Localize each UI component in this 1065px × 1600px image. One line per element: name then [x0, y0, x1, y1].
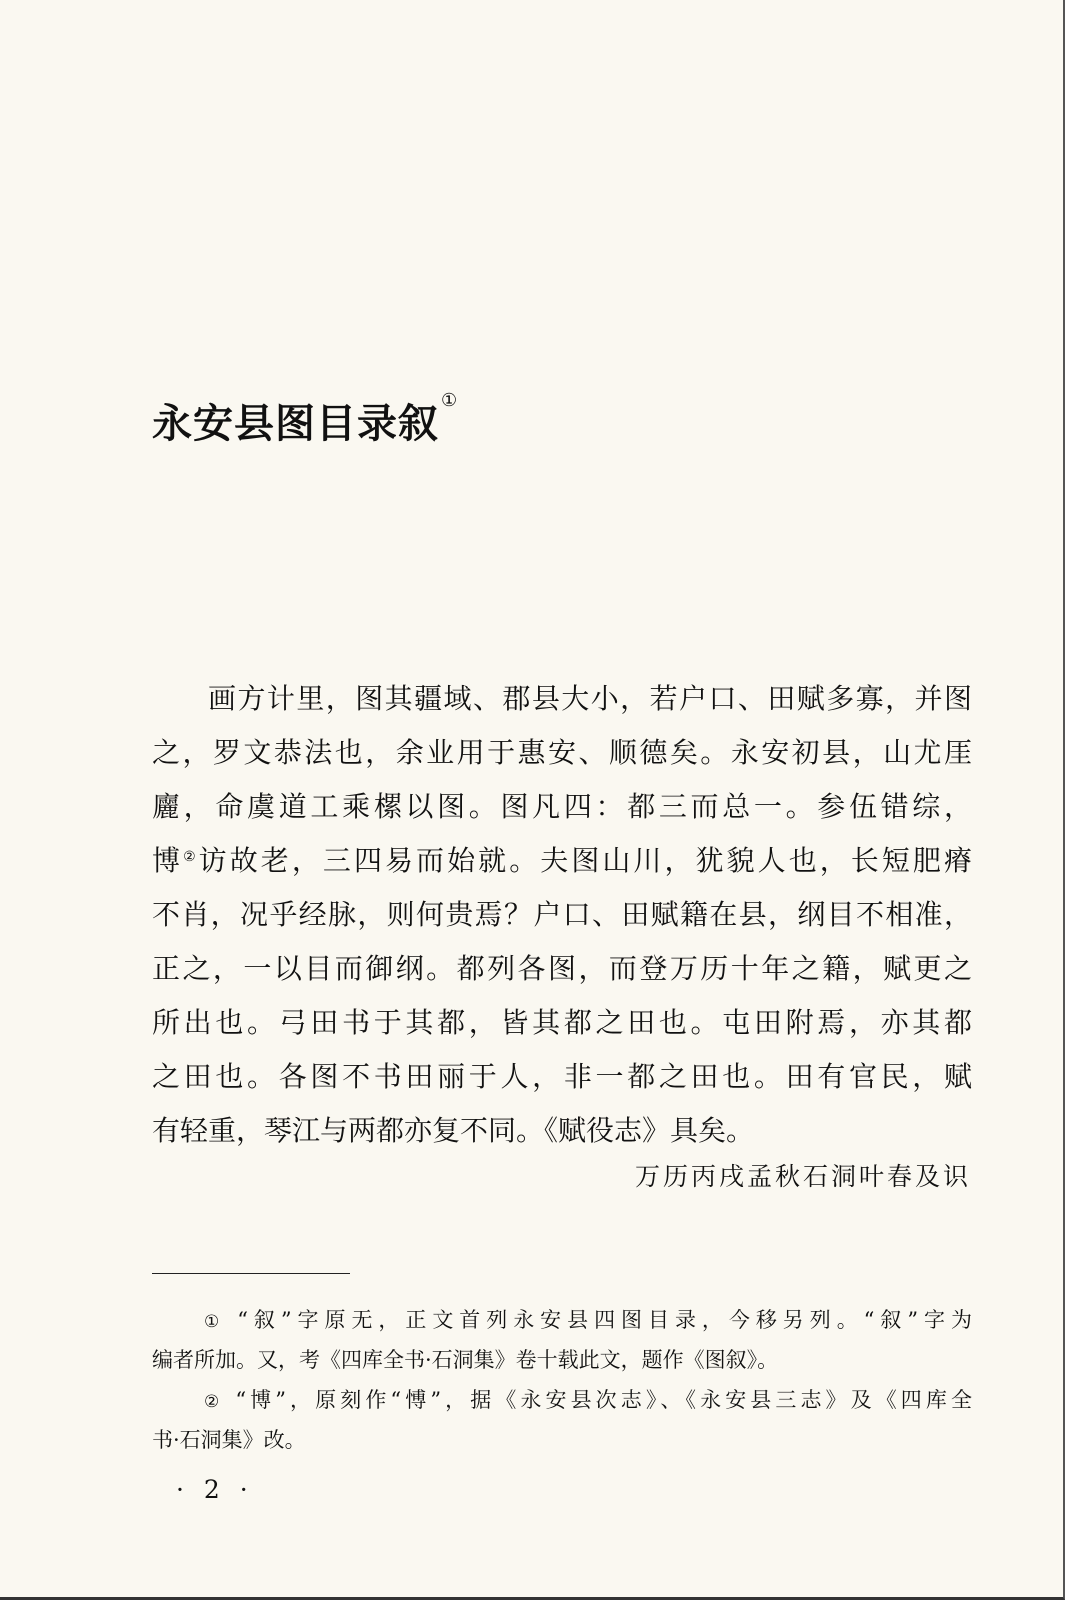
body-line-with-note	[152, 834, 972, 888]
body-line: 之，罗文恭法也，余业用于惠安、顺德矣。永安初县，山尤厓	[152, 736, 972, 769]
body-line: 不肖，况乎经脉，则何贵焉？户口、田赋籍在县，纲目不相准，	[152, 898, 972, 931]
footnote-line: 书·石洞集》改。	[152, 1428, 306, 1452]
footnote-1	[152, 1300, 972, 1380]
footnote-line	[152, 1380, 972, 1420]
footnote-text: “叙”字原无，正文首列永安县四图目录，今移另列。“叙”字为	[237, 1308, 972, 1332]
page-number: · 2 ·	[176, 1475, 254, 1504]
body-line: 有轻重，琴江与两都亦复不同。《赋役志》具矣。	[152, 1114, 755, 1147]
body-note-mark: ②	[183, 849, 199, 865]
body-line: 正之，一以目而御纲。都列各图，而登万历十年之籍，赋更之	[152, 952, 972, 985]
footnotes	[152, 1300, 972, 1460]
footnote-line: 编者所加。又，考《四库全书·石洞集》卷十载此文，题作《图叙》。	[152, 1348, 779, 1372]
body-text	[152, 672, 972, 1158]
footnote-text: “博”，原刻作“愽”，据《永安县次志》、《永安县三志》及《四库全	[235, 1388, 972, 1412]
body-line: 画方计里，图其疆域、郡县大小，若户口、田赋多寡，并图	[208, 682, 972, 715]
footnote-2	[152, 1380, 972, 1460]
title-text: 永安县图目录叙	[152, 400, 439, 447]
body-line-rest: 访故老，三四易而始就。夫图山川，犹貌人也，长短肥瘠	[198, 844, 972, 877]
body-line-lead: 博	[152, 844, 184, 877]
footnote-divider	[152, 1273, 350, 1274]
body-line: 廲，命虞道工乘樏以图。图凡四：都三而总一。参伍错综，	[152, 790, 972, 823]
body-line: 之田也。各图不书田丽于人，非一都之田也。田有官民，赋	[152, 1060, 972, 1093]
footnote-mark: ②	[204, 1392, 224, 1412]
page-title	[152, 392, 458, 449]
signature-line: 万历丙戌孟秋石洞叶春及识	[634, 1162, 971, 1191]
body-line: 所出也。弓田书于其都，皆其都之田也。屯田附焉，亦其都	[152, 1006, 972, 1039]
footnote-line	[152, 1300, 972, 1340]
title-note-mark: ①	[441, 390, 459, 411]
footnote-mark: ①	[204, 1312, 226, 1332]
